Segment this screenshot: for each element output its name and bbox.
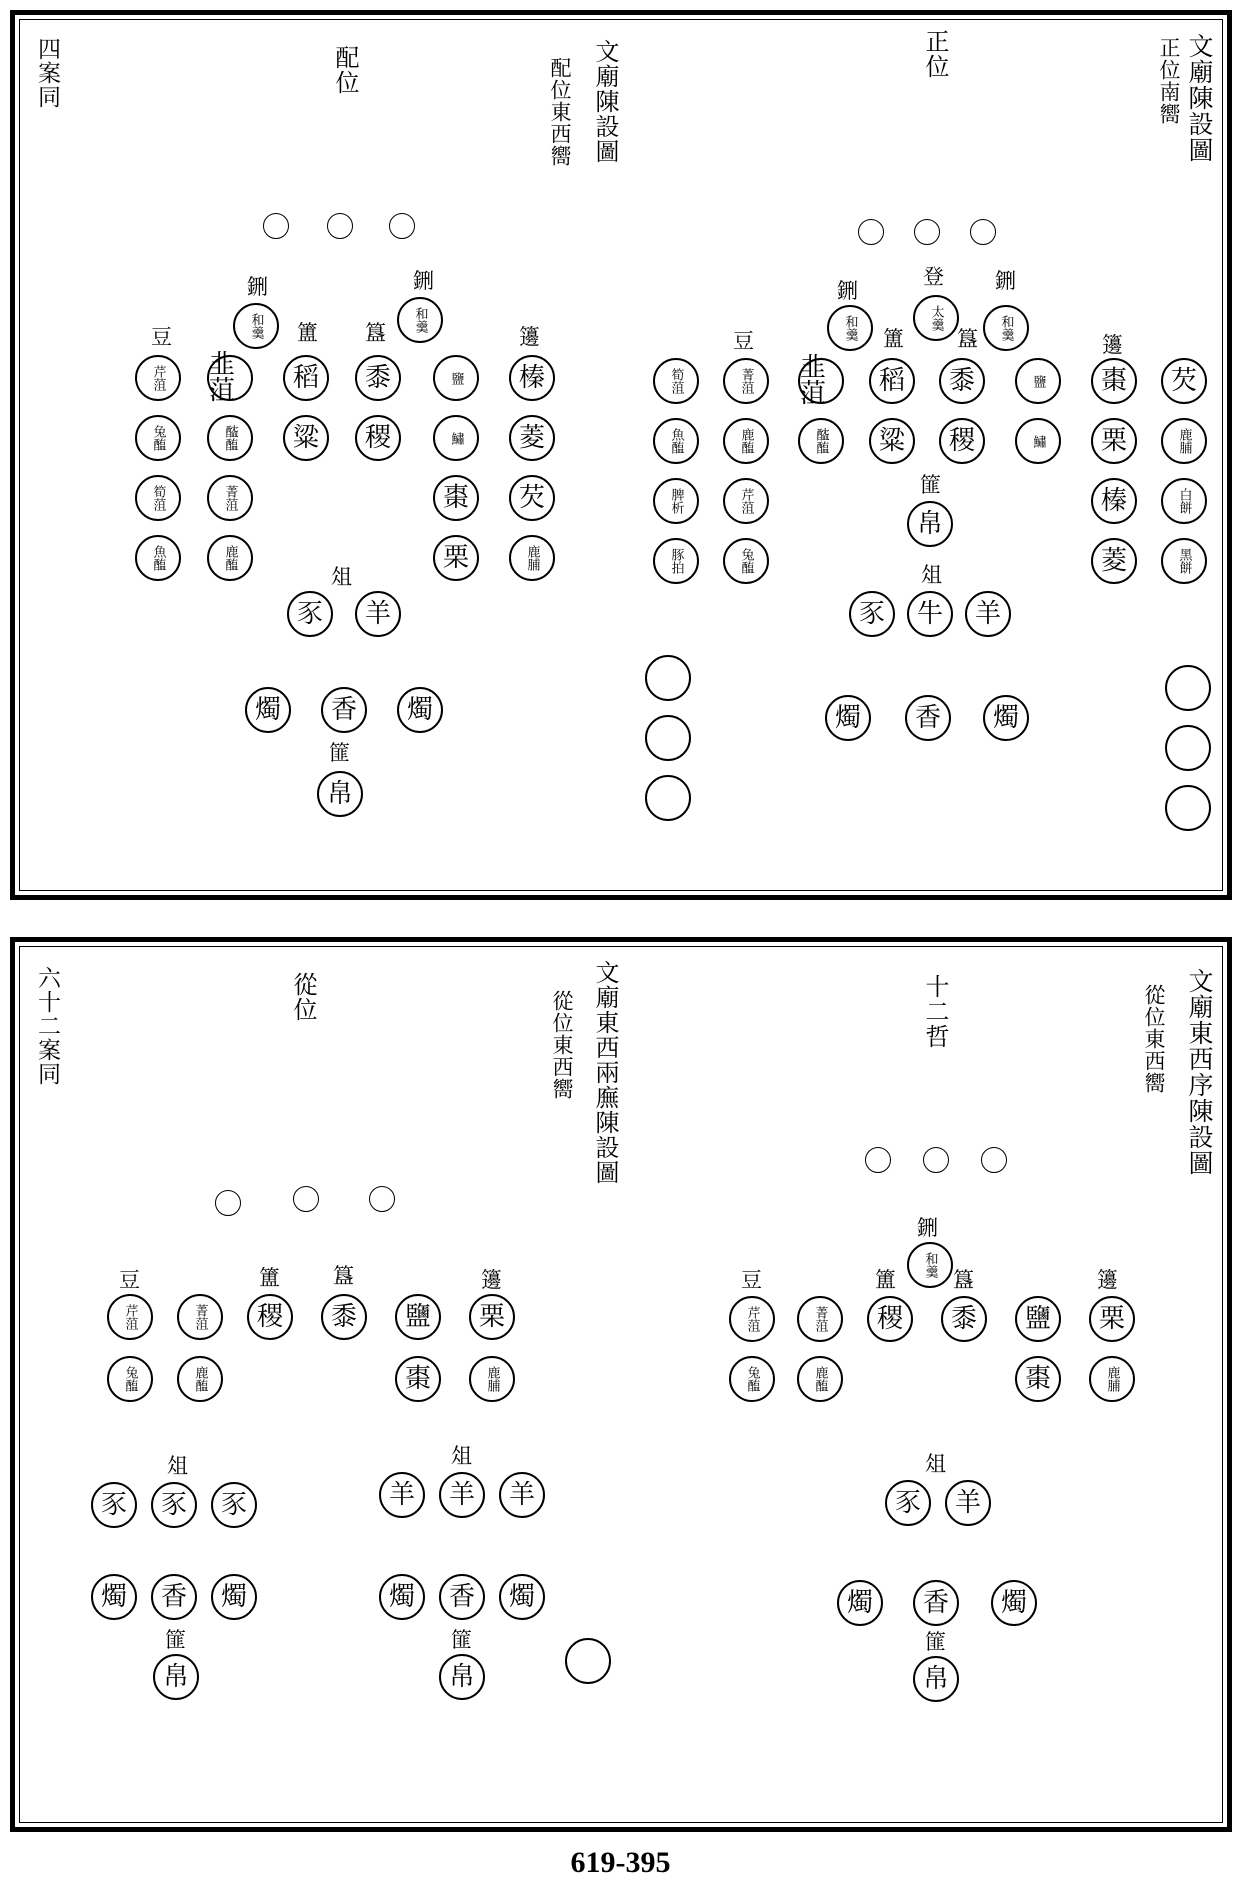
label-dou: 豆 xyxy=(151,325,172,349)
zu-vessel: 羊 xyxy=(355,591,401,637)
zu-vessel: 豕 xyxy=(91,1482,137,1528)
side-note-sixty-two-tables: 六十二案同 xyxy=(34,966,60,1086)
label-fei: 篚 xyxy=(925,1630,946,1654)
jue-cup xyxy=(369,1186,395,1212)
gui-vessel: 黍 xyxy=(355,355,401,401)
bian-vessel: 鹿脯 xyxy=(469,1356,515,1402)
title-bottom-left: 文廟東西兩廡陳設圖 xyxy=(591,960,619,1185)
bian-vessel: 鹽 xyxy=(1015,358,1061,404)
title-top-left: 文廟陳設圖 xyxy=(591,39,619,164)
label-deng: 登 xyxy=(923,265,944,289)
jue-cup xyxy=(858,219,884,245)
bian-vessel: 棗 xyxy=(1015,1356,1061,1402)
label-zu: 俎 xyxy=(925,1452,946,1476)
label-xing: 鉶 xyxy=(413,269,434,293)
bian-vessel: 栗 xyxy=(1089,1296,1135,1342)
label-zu: 俎 xyxy=(451,1444,472,1468)
label-dou: 豆 xyxy=(741,1268,762,1292)
bian-vessel: 鹿脯 xyxy=(509,535,555,581)
dou-vessel: 醓醢 xyxy=(207,415,253,461)
zun-vessel xyxy=(1165,785,1211,831)
bian-vessel: 鱐 xyxy=(433,415,479,461)
label-bian: 籩 xyxy=(1097,1268,1118,1292)
label-fu: 簠 xyxy=(297,321,318,345)
bian-vessel: 黑餅 xyxy=(1161,538,1207,584)
fu-vessel: 稻 xyxy=(869,358,915,404)
bian-vessel: 鹿脯 xyxy=(1089,1356,1135,1402)
label-gui: 簋 xyxy=(957,327,978,351)
gui-vessel: 黍 xyxy=(321,1294,367,1340)
dou-vessel: 魚醢 xyxy=(135,535,181,581)
jue-cup xyxy=(865,1147,891,1173)
bian-vessel: 芡 xyxy=(509,475,555,521)
fu-vessel: 粱 xyxy=(283,415,329,461)
jue-cup xyxy=(970,219,996,245)
incense: 香 xyxy=(439,1574,485,1620)
xing-vessel: 和羹 xyxy=(983,305,1029,351)
label-bian: 籩 xyxy=(481,1268,502,1292)
xing-vessel: 和羹 xyxy=(397,297,443,343)
zun-vessel xyxy=(1165,665,1211,711)
bian-vessel: 栗 xyxy=(469,1294,515,1340)
dou-vessel: 芹菹 xyxy=(107,1294,153,1340)
zu-vessel: 羊 xyxy=(439,1472,485,1518)
dou-vessel: 韭菹 xyxy=(207,355,253,401)
label-zu: 俎 xyxy=(921,563,942,587)
label-fei: 篚 xyxy=(165,1628,186,1652)
incense: 香 xyxy=(321,687,367,733)
fu-vessel: 粱 xyxy=(869,418,915,464)
candle: 燭 xyxy=(837,1580,883,1626)
jue-cup xyxy=(293,1186,319,1212)
bian-vessel: 棗 xyxy=(433,475,479,521)
incense: 香 xyxy=(905,695,951,741)
label-xing: 鉶 xyxy=(917,1216,938,1240)
bottom-panel xyxy=(10,937,1232,1832)
label-fu: 簠 xyxy=(259,1266,280,1290)
dou-vessel: 豚拍 xyxy=(653,538,699,584)
label-xing: 鉶 xyxy=(247,275,268,299)
bian-vessel: 榛 xyxy=(509,355,555,401)
zu-vessel: 豕 xyxy=(151,1482,197,1528)
candle: 燭 xyxy=(91,1574,137,1620)
deng-vessel: 太羹 xyxy=(913,295,959,341)
gui-vessel: 黍 xyxy=(941,1296,987,1342)
heading-twelve-sages: 十二哲 xyxy=(921,974,949,1049)
jue-cup xyxy=(263,213,289,239)
bo-silk: 帛 xyxy=(907,501,953,547)
dou-vessel: 鹿醢 xyxy=(177,1356,223,1402)
label-bian: 籩 xyxy=(1102,333,1123,357)
dou-vessel: 魚醢 xyxy=(653,418,699,464)
heading-zhengwei: 正位 xyxy=(921,29,949,79)
label-xing: 鉶 xyxy=(837,279,858,303)
zu-vessel: 羊 xyxy=(379,1472,425,1518)
dou-vessel: 筍菹 xyxy=(653,358,699,404)
jue-cup xyxy=(215,1190,241,1216)
dou-vessel: 菁菹 xyxy=(207,475,253,521)
jue-cup xyxy=(923,1147,949,1173)
label-fei: 篚 xyxy=(920,473,941,497)
jue-cup xyxy=(389,213,415,239)
jue-cup xyxy=(327,213,353,239)
zu-vessel: 豕 xyxy=(885,1480,931,1526)
bo-silk: 帛 xyxy=(439,1654,485,1700)
subtitle-top-right: 正位南嚮 xyxy=(1157,37,1181,125)
dou-vessel: 芹菹 xyxy=(729,1296,775,1342)
bian-vessel: 鹽 xyxy=(433,355,479,401)
candle: 燭 xyxy=(825,695,871,741)
label-zu: 俎 xyxy=(331,565,352,589)
zu-vessel: 豕 xyxy=(849,591,895,637)
candle: 燭 xyxy=(211,1574,257,1620)
zun-vessel xyxy=(645,715,691,761)
label-bian: 籩 xyxy=(519,325,540,349)
dou-vessel: 鹿醢 xyxy=(723,418,769,464)
bian-vessel: 栗 xyxy=(1091,418,1137,464)
bian-vessel: 棗 xyxy=(395,1356,441,1402)
jue-cup xyxy=(981,1147,1007,1173)
xing-vessel: 和羹 xyxy=(907,1242,953,1288)
label-fu: 簠 xyxy=(875,1268,896,1292)
subtitle-bottom-right: 從位東西嚮 xyxy=(1142,984,1166,1094)
dou-vessel: 菁菹 xyxy=(723,358,769,404)
gui-vessel: 稷 xyxy=(355,415,401,461)
label-dou: 豆 xyxy=(119,1268,140,1292)
bo-silk: 帛 xyxy=(317,771,363,817)
dou-vessel: 兔醢 xyxy=(723,538,769,584)
page-folio: 619-395 xyxy=(570,1846,671,1879)
label-fei: 篚 xyxy=(329,741,350,765)
top-panel xyxy=(10,10,1232,900)
bo-silk: 帛 xyxy=(913,1656,959,1702)
dou-vessel: 菁菹 xyxy=(177,1294,223,1340)
dou-vessel: 兔醢 xyxy=(107,1356,153,1402)
fu-vessel: 稻 xyxy=(283,355,329,401)
bian-vessel: 棗 xyxy=(1091,358,1137,404)
bian-vessel: 榛 xyxy=(1091,478,1137,524)
bian-vessel: 鹽 xyxy=(395,1294,441,1340)
zun-vessel xyxy=(565,1638,611,1684)
bo-silk: 帛 xyxy=(153,1654,199,1700)
jue-cup xyxy=(914,219,940,245)
fu-vessel: 稷 xyxy=(247,1294,293,1340)
gui-vessel: 黍 xyxy=(939,358,985,404)
bian-vessel: 菱 xyxy=(1091,538,1137,584)
bian-vessel: 芡 xyxy=(1161,358,1207,404)
candle: 燭 xyxy=(991,1580,1037,1626)
bian-vessel: 菱 xyxy=(509,415,555,461)
zu-vessel: 羊 xyxy=(499,1472,545,1518)
zu-vessel: 豕 xyxy=(287,591,333,637)
dou-vessel: 鹿醢 xyxy=(207,535,253,581)
xing-vessel: 和羹 xyxy=(827,305,873,351)
subtitle-bottom-left: 從位東西嚮 xyxy=(550,990,574,1100)
label-xing: 鉶 xyxy=(995,269,1016,293)
label-gui: 簋 xyxy=(953,1268,974,1292)
label-fu: 簠 xyxy=(883,327,904,351)
bian-vessel: 栗 xyxy=(433,535,479,581)
incense: 香 xyxy=(151,1574,197,1620)
title-top-right: 文廟陳設圖 xyxy=(1185,33,1214,163)
incense: 香 xyxy=(913,1580,959,1626)
zu-vessel: 羊 xyxy=(945,1480,991,1526)
candle: 燭 xyxy=(499,1574,545,1620)
zun-vessel xyxy=(645,775,691,821)
candle: 燭 xyxy=(983,695,1029,741)
label-dou: 豆 xyxy=(733,329,754,353)
bian-vessel: 鹿脯 xyxy=(1161,418,1207,464)
xing-vessel: 和羹 xyxy=(233,303,279,349)
dou-vessel: 芹菹 xyxy=(135,355,181,401)
bian-vessel: 鹽 xyxy=(1015,1296,1061,1342)
label-gui: 簋 xyxy=(333,1264,354,1288)
zun-vessel xyxy=(1165,725,1211,771)
dou-vessel: 筍菹 xyxy=(135,475,181,521)
dou-vessel: 鹿醢 xyxy=(797,1356,843,1402)
zu-vessel: 牛 xyxy=(907,591,953,637)
bian-vessel: 鱐 xyxy=(1015,418,1061,464)
gui-vessel: 稷 xyxy=(939,418,985,464)
side-note-four-tables: 四案同 xyxy=(34,37,60,109)
label-fei: 篚 xyxy=(451,1628,472,1652)
dou-vessel: 菁菹 xyxy=(797,1296,843,1342)
heading-peiwei: 配位 xyxy=(331,45,359,95)
candle: 燭 xyxy=(379,1574,425,1620)
title-bottom-right: 文廟東西序陳設圖 xyxy=(1185,968,1214,1176)
dou-vessel: 韭菹 xyxy=(798,358,844,404)
bian-vessel: 白餅 xyxy=(1161,478,1207,524)
fu-vessel: 稷 xyxy=(867,1296,913,1342)
candle: 燭 xyxy=(397,687,443,733)
label-gui: 簋 xyxy=(365,321,386,345)
dou-vessel: 兔醢 xyxy=(729,1356,775,1402)
zu-vessel: 豕 xyxy=(211,1482,257,1528)
dou-vessel: 脾析 xyxy=(653,478,699,524)
label-zu: 俎 xyxy=(167,1454,188,1478)
candle: 燭 xyxy=(245,687,291,733)
dou-vessel: 醓醢 xyxy=(798,418,844,464)
subtitle-top-left: 配位東西嚮 xyxy=(548,57,572,167)
dou-vessel: 兔醢 xyxy=(135,415,181,461)
heading-congwei: 從位 xyxy=(289,972,317,1022)
zu-vessel: 羊 xyxy=(965,591,1011,637)
dou-vessel: 芹菹 xyxy=(723,478,769,524)
zun-vessel xyxy=(645,655,691,701)
